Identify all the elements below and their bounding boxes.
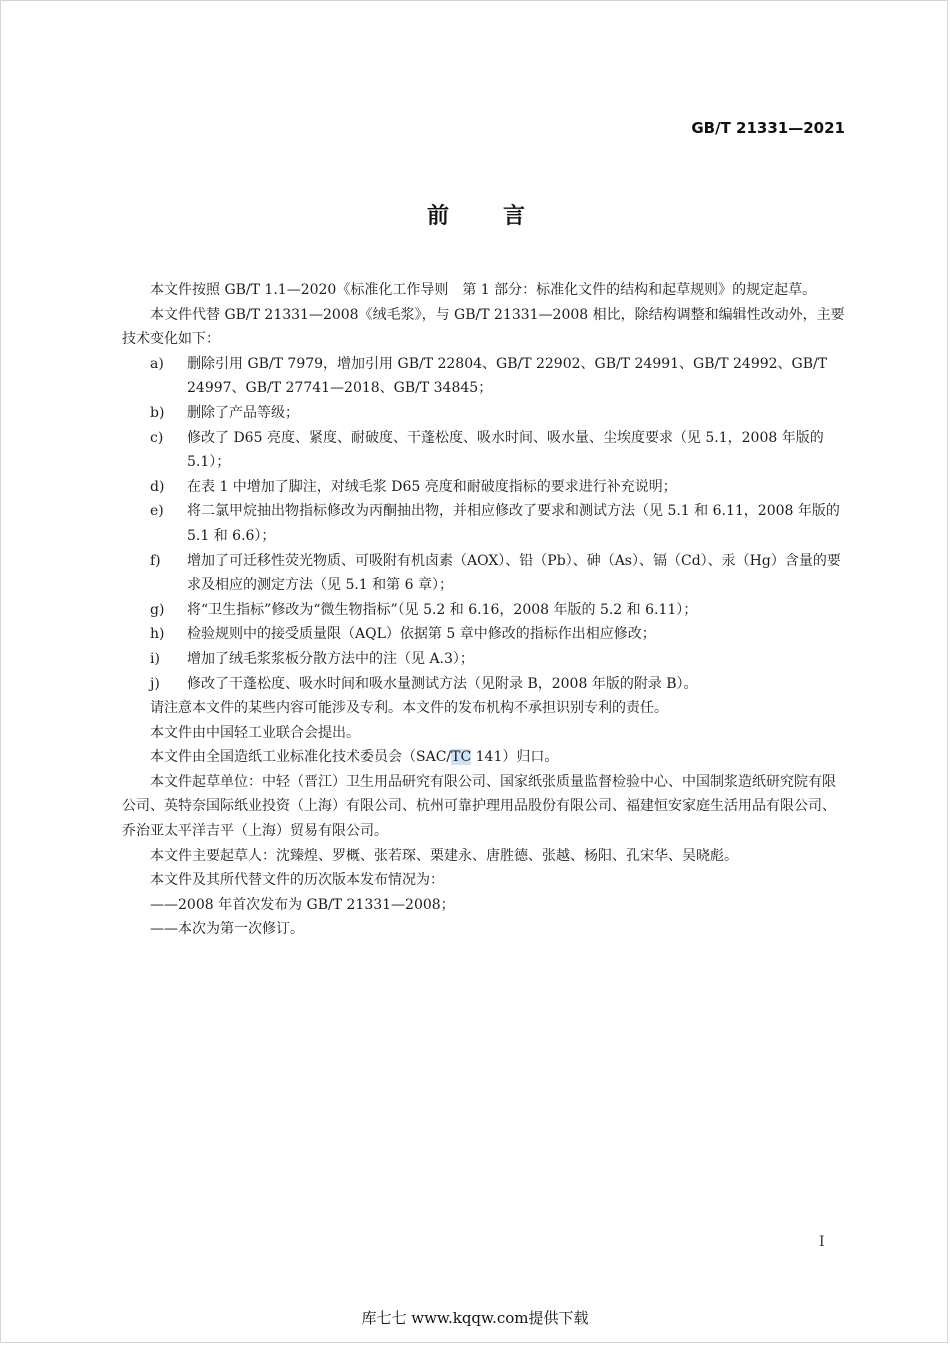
change-item: [122, 622, 849, 647]
history-item: ——本次为第一次修订。: [150, 921, 304, 938]
foreword-body: [122, 278, 849, 942]
page-number: I: [819, 1234, 825, 1250]
history-intro: 本文件及其所代替文件的历次版本发布情况为：: [150, 872, 444, 889]
change-item: [122, 352, 849, 401]
change-item-text: 将二氯甲烷抽出物指标修改为丙酮抽出物，并相应修改了要求和测试方法（见 5.1 和 6.11，2008 年版的 5.1 和 6.6）；: [187, 503, 840, 544]
centralized-by: 本文件由全国造纸工业标准化技术委员会（SAC/TC 141）归口。: [150, 749, 559, 766]
download-footer: 库七七 www.kqqw.com提供下载: [361, 1309, 589, 1327]
change-item-text: 将“卫生指标”修改为“微生物指标”（见 5.2 和 6.16，2008 年版的 5.2 和 6.11）；: [187, 601, 698, 618]
change-item: [122, 647, 849, 672]
change-item-text: 增加了绒毛浆浆板分散方法中的注（见 A.3）；: [187, 650, 474, 667]
change-item-text: 修改了干蓬松度、吸水时间和吸水量测试方法（见附录 B，2008 年版的附录 B）。: [187, 675, 698, 692]
drafters: 本文件主要起草人：沈臻煌、罗概、张若琛、栗建永、唐胜德、张越、杨阳、孔宋华、吴晓彪。: [150, 847, 738, 864]
proposed-by: 本文件由中国轻工业联合会提出。: [150, 724, 360, 741]
change-item: [122, 598, 849, 623]
change-item-text: 检验规则中的接受质量限（AQL）依据第 5 章中修改的指标作出相应修改；: [187, 626, 656, 643]
change-item-label: i): [150, 650, 160, 667]
change-item: [122, 672, 849, 697]
history-item: ——2008 年首次发布为 GB/T 21331—2008；: [150, 896, 455, 913]
change-item: [122, 499, 849, 548]
change-item: [122, 401, 849, 426]
change-item-label: h): [150, 626, 165, 643]
change-item-label: f): [150, 552, 161, 569]
change-item-label: j): [150, 675, 160, 692]
intro-paragraph-2: 本文件代替 GB/T 21331—2008《绒毛浆》，与 GB/T 21331—2008 相比，除结构调整和编辑性改动外，主要技术变化如下：: [122, 306, 845, 348]
text-selection-highlight: TC: [451, 749, 472, 766]
intro-paragraph-1: 本文件按照 GB/T 1.1—2020《标准化工作导则 第 1 部分：标准化文件的结构和起草规则》的规定起草。: [150, 282, 817, 298]
drafting-units: 本文件起草单位：中轻（晋江）卫生用品研究有限公司、国家纸张质量监督检验中心、中国制浆造纸研究院有限公司、英特奈国际纸业投资（上海）有限公司、杭州可靠护理用品股份有限公司、福建恒安家庭生活用品有限公司、乔治亚太平洋吉平（上海）贸易有限公司。: [122, 773, 836, 840]
change-item-text: 增加了可迁移性荧光物质、可吸附有机卤素（AOX）、铅（Pb）、砷（As）、镉（Cd）、汞（Hg）含量的要求及相应的测定方法（见 5.1 和第 6 章）；: [187, 552, 841, 594]
change-item-text: 删除引用 GB/T 7979，增加引用 GB/T 22804、GB/T 22902、GB/T 24991、GB/T 24992、GB/T 24997、GB/T 27741—2018、GB/T 34845；: [187, 355, 828, 397]
standard-number: GB/T 21331—2021: [691, 119, 845, 137]
change-item-label: b): [150, 404, 165, 421]
change-item-text: 删除了产品等级；: [187, 404, 299, 421]
change-item: [122, 426, 849, 475]
change-item: [122, 549, 849, 598]
patent-notice: 请注意本文件的某些内容可能涉及专利。本文件的发布机构不承担识别专利的责任。: [150, 700, 668, 717]
change-item: [122, 475, 849, 500]
change-item-label: c): [150, 429, 164, 446]
page-title: 前言: [426, 204, 579, 229]
change-item-label: g): [150, 601, 165, 618]
change-item-text: 修改了 D65 亮度、紧度、耐破度、干蓬松度、吸水时间、吸水量、尘埃度要求（见 5.1，2008 年版的 5.1）；: [187, 429, 824, 471]
change-item-label: e): [150, 503, 164, 520]
change-item-text: 在表 1 中增加了脚注，对绒毛浆 D65 亮度和耐破度指标的要求进行补充说明；: [187, 478, 677, 495]
change-item-label: a): [150, 355, 164, 372]
change-item-label: d): [150, 478, 165, 495]
